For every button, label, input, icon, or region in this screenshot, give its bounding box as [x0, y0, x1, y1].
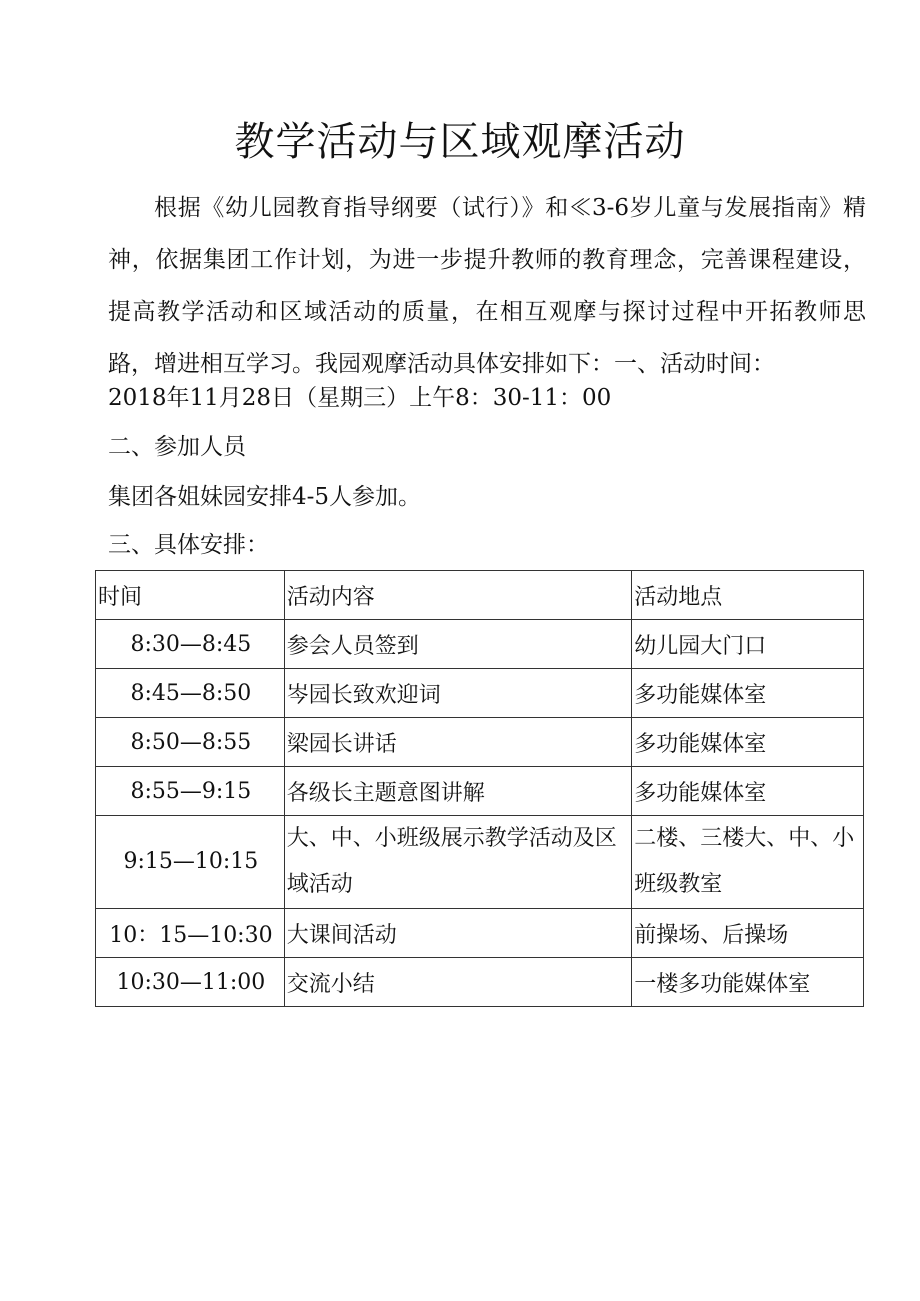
header-content: 活动内容: [284, 571, 632, 620]
header-place: 活动地点: [632, 571, 864, 620]
cell-time: 8:55—9:15: [96, 767, 285, 816]
table-row: [96, 620, 864, 669]
table-row: [96, 718, 864, 767]
table-header-row: [96, 571, 864, 620]
cell-place: 多功能媒体室: [632, 767, 864, 816]
cell-content: 岑园长致欢迎词: [284, 669, 632, 718]
cell-place: 多功能媒体室: [632, 669, 864, 718]
document-title: 教学活动与区域观摩活动: [234, 119, 686, 165]
cell-place: 多功能媒体室: [632, 718, 864, 767]
cell-place: 前操场、后操场: [632, 909, 864, 958]
cell-time: 9:15—10:15: [96, 816, 285, 909]
participants-heading: 二、参加人员: [108, 434, 246, 460]
table-row: [96, 669, 864, 718]
schedule-heading: 三、具体安排：: [108, 532, 269, 558]
header-time: 时间: [96, 571, 285, 620]
table-row: [96, 816, 864, 909]
participants-text: 集团各姐妹园安排4-5人参加。: [108, 484, 422, 510]
cell-place: 二楼、三楼大、中、小班级教室: [632, 816, 864, 909]
cell-content: 大课间活动: [284, 909, 632, 958]
cell-time: 8:50—8:55: [96, 718, 285, 767]
activity-time: 2018年11月28日（星期三）上午8：30-11：00: [108, 385, 612, 411]
cell-time: 8:30—8:45: [96, 620, 285, 669]
cell-content: 交流小结: [284, 958, 632, 1007]
table-row: [96, 767, 864, 816]
intro-paragraph: 根据《幼儿园教育指导纲要（试行）》和≪3-6岁儿童与发展指南》精神，依据集团工作计划，为进一步提升教师的教育理念，完善课程建设，提高教学活动和区域活动的质量，在相互观摩与探讨过程中开拓教师思路，增进相互学习。我园观摩活动具体安排如下：一、活动时间：: [108, 195, 866, 377]
schedule-table: [95, 570, 864, 1007]
cell-content: 大、中、小班级展示教学活动及区域活动: [284, 816, 632, 909]
cell-place: 幼儿园大门口: [632, 620, 864, 669]
table-row: [96, 958, 864, 1007]
cell-place: 一楼多功能媒体室: [632, 958, 864, 1007]
cell-time: 10:30—11:00: [96, 958, 285, 1007]
table-row: [96, 909, 864, 958]
cell-time: 8:45—8:50: [96, 669, 285, 718]
cell-content: 各级长主题意图讲解: [284, 767, 632, 816]
cell-time: 10：15—10:30: [96, 909, 285, 958]
cell-content: 梁园长讲话: [284, 718, 632, 767]
cell-content: 参会人员签到: [284, 620, 632, 669]
